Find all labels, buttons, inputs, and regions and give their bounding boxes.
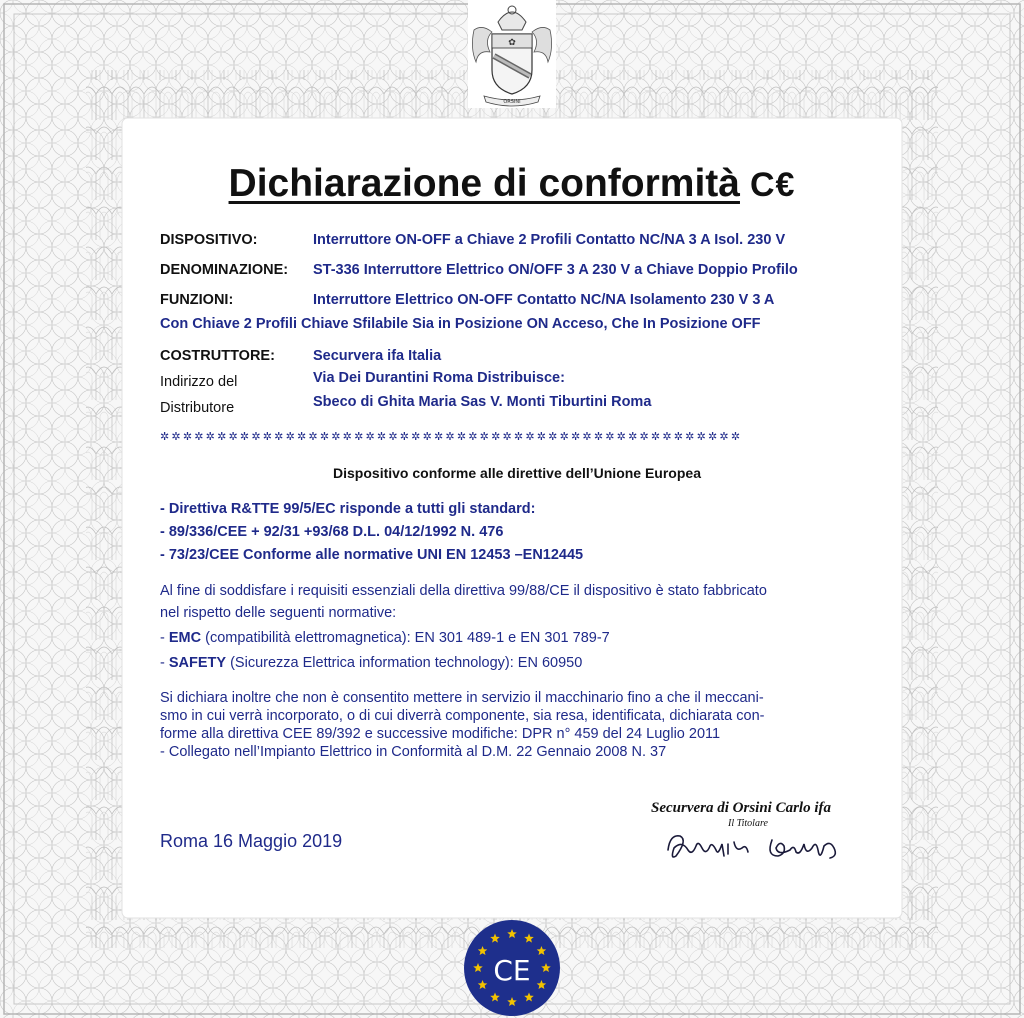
functions-value-line2: Con Chiave 2 Profili Chiave Sfilabile Sia in Posizione ON Acceso, Che In Posizione OFF	[160, 316, 761, 332]
denomination-value: ST-336 Interruttore Elettrico ON/OFF 3 A 230 V a Chiave Doppio Profilo	[313, 262, 798, 278]
declaration-line: forme alla direttiva CEE 89/392 e successive modifiche: DPR n° 459 del 24 Luglio 2011	[160, 726, 721, 742]
emc-text: (compatibilità elettromagnetica): EN 301 489-1 e EN 301 789-7	[201, 630, 610, 646]
safety-text: (Sicurezza Elettrica information technology): EN 60950	[226, 655, 583, 671]
functions-value-line1: Interruttore Elettrico ON-OFF Contatto NC/NA Isolamento 230 V 3 A	[313, 292, 775, 308]
seal-ce-mark: CE	[493, 954, 531, 987]
safety-standard	[160, 655, 582, 671]
declaration-line: Si dichiara inoltre che non è consentito mettere in servizio il macchinario fino a che il meccani-	[160, 690, 764, 706]
directive-line: - Direttiva R&TTE 99/5/EC risponde a tutti gli standard:	[160, 501, 536, 517]
ce-mark: C€	[749, 166, 796, 204]
device-label: DISPOSITIVO:	[160, 232, 258, 248]
emc-standard	[160, 630, 610, 646]
safety-key: SAFETY	[168, 655, 227, 671]
distributor-label-line2: Distributore	[160, 400, 235, 416]
distributor-value-line1: Via Dei Durantini Roma Distribuisce:	[313, 370, 565, 386]
place-and-date: Roma 16 Maggio 2019	[160, 831, 343, 851]
eu-ce-seal	[462, 918, 562, 1018]
distributor-value-line2: Sbeco di Ghita Maria Sas V. Monti Tiburtini Roma	[313, 394, 652, 410]
distributor-label-line1: Indirizzo del	[160, 374, 238, 390]
star-divider: ✲✲✲✲✲✲✲✲✲✲✲✲✲✲✲✲✲✲✲✲✲✲✲✲✲✲✲✲✲✲✲✲✲✲✲✲✲✲✲✲✲✲✲✲✲✲✲✲✲✲✲	[160, 431, 743, 443]
emc-key: EMC	[168, 630, 202, 646]
declaration-line: smo in cui verrà incorporato, o di cui diverrà componente, sia resa, identificata, dichiarata con-	[160, 708, 765, 724]
requirements-line2: nel rispetto delle seguenti normative:	[160, 605, 397, 621]
coat-of-arms-crest	[462, 0, 562, 108]
safety-prefix: -	[160, 655, 169, 671]
signature-role: Il Titolare	[728, 818, 768, 829]
requirements-line1: Al fine di soddisfare i requisiti essenziali della direttiva 99/88/CE il dispositivo è stato fabbricato	[160, 583, 767, 599]
declaration-line: - Collegato nell’Impianto Elettrico in Conformità al D.M. 22 Gennaio 2008 N. 37	[160, 744, 667, 760]
device-value: Interruttore ON-OFF a Chiave 2 Profili Contatto NC/NA 3 A Isol. 230 V	[313, 232, 786, 248]
directive-line: - 89/336/CEE + 92/31 +93/68 D.L. 04/12/1992 N. 476	[160, 524, 504, 540]
document-title	[0, 162, 1024, 206]
manufacturer-label: COSTRUTTORE:	[160, 348, 275, 364]
denomination-label: DENOMINAZIONE:	[160, 262, 289, 278]
crest-motto: ORSINI	[503, 99, 521, 105]
emc-prefix: -	[160, 630, 169, 646]
eu-directives-heading: Dispositivo conforme alle direttive dell’Unione Europea	[333, 465, 701, 481]
functions-label: FUNZIONI:	[160, 292, 234, 308]
svg-text:✿: ✿	[508, 38, 516, 48]
directive-line: - 73/23/CEE Conforme alle normative UNI EN 12453 –EN12445	[160, 547, 584, 563]
title-text: Dichiarazione di conformità	[228, 162, 740, 205]
manufacturer-value: Securvera ifa Italia	[313, 348, 442, 364]
signature-company: Securvera di Orsini Carlo ifa	[651, 800, 832, 816]
handwritten-signature	[662, 826, 852, 866]
